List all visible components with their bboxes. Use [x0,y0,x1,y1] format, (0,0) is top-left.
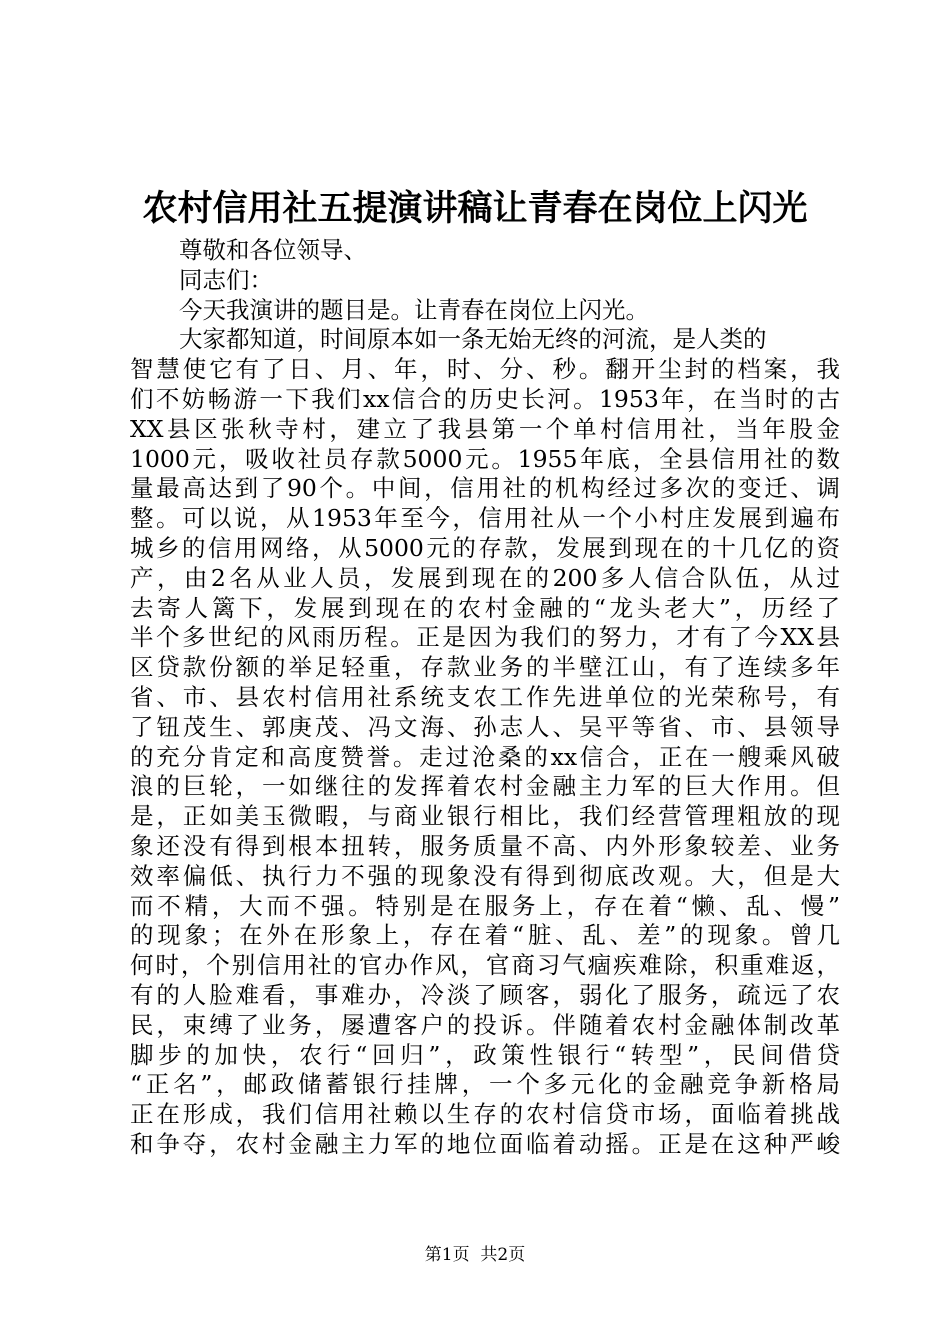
paragraph-line: 象还没有得到根本扭转，服务质量不高、内外形象较差、业务 [130,831,840,860]
paragraph-line: 大家都知道，时间原本如一条无始无终的河流，是人类的 [179,325,767,354]
paragraph-line: 半个多世纪的风雨历程。正是因为我们的努力，才有了今XX县 [130,623,840,652]
paragraph-line: 有的人脸难看，事难办，冷淡了顾客，弱化了服务，疏远了农 [130,980,840,1009]
paragraph-line: 脚步的加快，农行“回归”，政策性银行“转型”，民间借贷 [130,1040,840,1069]
paragraph-line: 们不妨畅游一下我们xx信合的历史长河。1953年，在当时的古 [130,384,840,413]
paragraph-line: 何时，个别信用社的官办作风，官商习气痼疾难除，积重难返， [130,951,840,980]
paragraph-line: XX县区张秋寺村，建立了我县第一个单村信用社，当年股金 [130,414,840,443]
paragraph-line: 1000元，吸收社员存款5000元。1955年底，全县信用社的数 [130,444,840,473]
paragraph-line: 的充分肯定和高度赞誉。走过沧桑的xx信合，正在一艘乘风破 [130,742,840,771]
salutation-line: 尊敬和各位领导、 [179,236,367,264]
intro-line: 今天我演讲的题目是。让青春在岗位上闪光。 [179,295,649,324]
paragraph-line: 民，束缚了业务，屡遭客户的投诉。伴随着农村金融体制改革 [130,1010,840,1039]
document-body [130,236,840,1160]
document-title: 农村信用社五提演讲稿让青春在岗位上闪光 [142,188,808,229]
paragraph-line: “正名”，邮政储蓄银行挂牌，一个多元化的金融竞争新格局 [130,1070,840,1099]
page-footer: 第1页 共2页 [424,1245,526,1265]
paragraph-line: 是，正如美玉微暇，与商业银行相比，我们经营管理粗放的现 [130,802,840,831]
salutation-line: 同志们： [179,265,273,294]
paragraph-line: 而不精，大而不强。特别是在服务上，存在着“懒、乱、慢” [130,891,840,920]
paragraph-line: 和争夺，农村金融主力军的地位面临着动摇。正是在这种严峻 [130,1129,840,1158]
paragraph-line: 区贷款份额的举足轻重，存款业务的半壁江山，有了连续多年 [130,653,840,682]
paragraph-line: 了钮茂生、郭庚茂、冯文海、孙志人、吴平等省、市、县领导 [130,712,840,741]
paragraph-line: 浪的巨轮，一如继往的发挥着农村金融主力军的巨大作用。但 [130,772,840,801]
paragraph-line: 去寄人篱下，发展到现在的农村金融的“龙头老大”，历经了 [130,593,840,622]
paragraph-line: 产，由2名从业人员，发展到现在的200多人信合队伍，从过 [130,563,840,592]
paragraph-line: 城乡的信用网络，从5000元的存款，发展到现在的十几亿的资 [130,533,840,562]
paragraph-line: 省、市、县农村信用社系统支农工作先进单位的光荣称号，有 [130,682,840,711]
paragraph-line: 整。可以说，从1953年至今，信用社从一个小村庄发展到遍布 [130,504,840,533]
paragraph-line: 量最高达到了90个。中间，信用社的机构经过多次的变迁、调 [130,474,840,503]
paragraph-line: 的现象；在外在形象上，存在着“脏、乱、差”的现象。曾几 [130,921,840,950]
paragraph-line: 正在形成，我们信用社赖以生存的农村信贷市场，面临着挑战 [130,1100,840,1129]
paragraph-line: 智慧使它有了日、月、年，时、分、秒。翻开尘封的档案，我 [130,355,840,384]
body-paragraph [130,325,840,1159]
paragraph-line: 效率偏低、执行力不强的现象没有得到彻底改观。大，但是大 [130,861,840,890]
